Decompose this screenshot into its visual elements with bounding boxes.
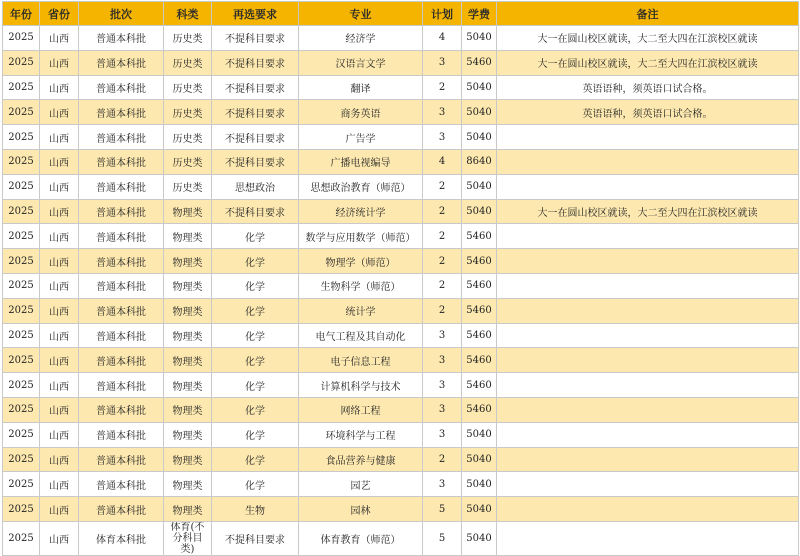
cell-remarks bbox=[497, 472, 799, 497]
cell-batch: 普通本科批 bbox=[79, 26, 164, 51]
cell-batch: 普通本科批 bbox=[79, 174, 164, 199]
cell-plan: 4 bbox=[423, 149, 462, 174]
table-row bbox=[3, 447, 799, 472]
header-category: 科类 bbox=[164, 2, 212, 26]
cell-major: 环境科学与工程 bbox=[299, 422, 423, 447]
cell-year: 2025 bbox=[3, 249, 40, 274]
cell-tuition: 5040 bbox=[462, 422, 497, 447]
cell-province: 山西 bbox=[40, 75, 79, 100]
cell-tuition: 5040 bbox=[462, 199, 497, 224]
cell-subject-requirement: 化学 bbox=[212, 397, 299, 422]
cell-year: 2025 bbox=[3, 497, 40, 522]
cell-tuition: 5460 bbox=[462, 298, 497, 323]
cell-plan: 2 bbox=[423, 174, 462, 199]
table-row bbox=[3, 497, 799, 522]
header-subject-requirement: 再选要求 bbox=[212, 2, 299, 26]
cell-major: 计算机科学与技术 bbox=[299, 373, 423, 398]
cell-plan: 3 bbox=[423, 348, 462, 373]
cell-batch: 普通本科批 bbox=[79, 100, 164, 125]
cell-province: 山西 bbox=[40, 348, 79, 373]
cell-plan: 5 bbox=[423, 521, 462, 555]
cell-year: 2025 bbox=[3, 224, 40, 249]
cell-category: 物理类 bbox=[164, 397, 212, 422]
cell-tuition: 5460 bbox=[462, 224, 497, 249]
cell-category: 历史类 bbox=[164, 100, 212, 125]
table-row bbox=[3, 100, 799, 125]
admission-plan-table bbox=[2, 1, 799, 556]
cell-province: 山西 bbox=[40, 447, 79, 472]
cell-batch: 普通本科批 bbox=[79, 75, 164, 100]
cell-tuition: 5040 bbox=[462, 497, 497, 522]
table-header-row bbox=[3, 2, 799, 26]
cell-remarks bbox=[497, 323, 799, 348]
cell-category: 物理类 bbox=[164, 373, 212, 398]
cell-plan: 2 bbox=[423, 298, 462, 323]
cell-subject-requirement: 不提科目要求 bbox=[212, 50, 299, 75]
cell-category: 物理类 bbox=[164, 422, 212, 447]
cell-major: 物理学（师范） bbox=[299, 249, 423, 274]
cell-batch: 普通本科批 bbox=[79, 199, 164, 224]
cell-tuition: 5460 bbox=[462, 397, 497, 422]
cell-year: 2025 bbox=[3, 397, 40, 422]
cell-category: 物理类 bbox=[164, 348, 212, 373]
cell-year: 2025 bbox=[3, 323, 40, 348]
cell-province: 山西 bbox=[40, 26, 79, 51]
cell-remarks bbox=[497, 348, 799, 373]
cell-major: 统计学 bbox=[299, 298, 423, 323]
cell-tuition: 5460 bbox=[462, 373, 497, 398]
table-row bbox=[3, 125, 799, 150]
cell-province: 山西 bbox=[40, 273, 79, 298]
cell-remarks bbox=[497, 125, 799, 150]
cell-year: 2025 bbox=[3, 472, 40, 497]
cell-batch: 普通本科批 bbox=[79, 497, 164, 522]
table-row bbox=[3, 298, 799, 323]
cell-category: 历史类 bbox=[164, 75, 212, 100]
cell-subject-requirement: 不提科目要求 bbox=[212, 75, 299, 100]
cell-tuition: 5040 bbox=[462, 125, 497, 150]
cell-tuition: 5040 bbox=[462, 521, 497, 555]
cell-batch: 普通本科批 bbox=[79, 472, 164, 497]
table-row bbox=[3, 273, 799, 298]
cell-subject-requirement: 化学 bbox=[212, 273, 299, 298]
cell-major: 广告学 bbox=[299, 125, 423, 150]
cell-plan: 3 bbox=[423, 472, 462, 497]
cell-tuition: 5040 bbox=[462, 472, 497, 497]
cell-remarks bbox=[497, 422, 799, 447]
cell-batch: 体育本科批 bbox=[79, 521, 164, 555]
cell-tuition: 5040 bbox=[462, 447, 497, 472]
cell-plan: 3 bbox=[423, 397, 462, 422]
cell-batch: 普通本科批 bbox=[79, 50, 164, 75]
cell-category: 物理类 bbox=[164, 472, 212, 497]
cell-tuition: 5040 bbox=[462, 100, 497, 125]
cell-remarks bbox=[497, 224, 799, 249]
cell-year: 2025 bbox=[3, 521, 40, 555]
cell-year: 2025 bbox=[3, 26, 40, 51]
cell-plan: 2 bbox=[423, 199, 462, 224]
cell-major: 园艺 bbox=[299, 472, 423, 497]
cell-remarks bbox=[497, 273, 799, 298]
cell-tuition: 5460 bbox=[462, 249, 497, 274]
cell-tuition: 5040 bbox=[462, 75, 497, 100]
cell-major: 园林 bbox=[299, 497, 423, 522]
cell-batch: 普通本科批 bbox=[79, 125, 164, 150]
cell-tuition: 5460 bbox=[462, 323, 497, 348]
cell-province: 山西 bbox=[40, 224, 79, 249]
cell-province: 山西 bbox=[40, 521, 79, 555]
cell-remarks bbox=[497, 497, 799, 522]
cell-batch: 普通本科批 bbox=[79, 422, 164, 447]
table-row bbox=[3, 199, 799, 224]
table-row bbox=[3, 472, 799, 497]
table-row bbox=[3, 249, 799, 274]
cell-remarks bbox=[497, 521, 799, 555]
header-province: 省份 bbox=[40, 2, 79, 26]
cell-subject-requirement: 不提科目要求 bbox=[212, 26, 299, 51]
cell-year: 2025 bbox=[3, 199, 40, 224]
cell-remarks bbox=[497, 397, 799, 422]
table-row bbox=[3, 373, 799, 398]
cell-major: 翻译 bbox=[299, 75, 423, 100]
cell-plan: 3 bbox=[423, 323, 462, 348]
cell-remarks: 英语语种，须英语口试合格。 bbox=[497, 100, 799, 125]
cell-year: 2025 bbox=[3, 422, 40, 447]
cell-remarks bbox=[497, 447, 799, 472]
cell-subject-requirement: 化学 bbox=[212, 298, 299, 323]
cell-category: 物理类 bbox=[164, 323, 212, 348]
cell-batch: 普通本科批 bbox=[79, 348, 164, 373]
table-row bbox=[3, 397, 799, 422]
cell-major: 食品营养与健康 bbox=[299, 447, 423, 472]
cell-tuition: 8640 bbox=[462, 149, 497, 174]
table-row bbox=[3, 26, 799, 51]
cell-subject-requirement: 思想政治 bbox=[212, 174, 299, 199]
table-row bbox=[3, 174, 799, 199]
cell-subject-requirement: 不提科目要求 bbox=[212, 521, 299, 555]
cell-remarks: 大一在圆山校区就读，大二至大四在江滨校区就读 bbox=[497, 50, 799, 75]
cell-province: 山西 bbox=[40, 149, 79, 174]
cell-year: 2025 bbox=[3, 298, 40, 323]
cell-subject-requirement: 不提科目要求 bbox=[212, 125, 299, 150]
cell-province: 山西 bbox=[40, 422, 79, 447]
cell-subject-requirement: 不提科目要求 bbox=[212, 100, 299, 125]
cell-category: 物理类 bbox=[164, 298, 212, 323]
cell-remarks bbox=[497, 249, 799, 274]
cell-category: 物理类 bbox=[164, 273, 212, 298]
cell-major: 汉语言文学 bbox=[299, 50, 423, 75]
cell-batch: 普通本科批 bbox=[79, 249, 164, 274]
cell-category: 物理类 bbox=[164, 199, 212, 224]
cell-province: 山西 bbox=[40, 249, 79, 274]
cell-subject-requirement: 化学 bbox=[212, 323, 299, 348]
table-row bbox=[3, 521, 799, 555]
cell-tuition: 5460 bbox=[462, 273, 497, 298]
cell-province: 山西 bbox=[40, 397, 79, 422]
cell-subject-requirement: 化学 bbox=[212, 224, 299, 249]
cell-year: 2025 bbox=[3, 50, 40, 75]
cell-plan: 2 bbox=[423, 273, 462, 298]
cell-tuition: 5460 bbox=[462, 50, 497, 75]
cell-province: 山西 bbox=[40, 50, 79, 75]
table-row bbox=[3, 422, 799, 447]
cell-province: 山西 bbox=[40, 472, 79, 497]
cell-subject-requirement: 化学 bbox=[212, 447, 299, 472]
cell-plan: 3 bbox=[423, 100, 462, 125]
cell-plan: 3 bbox=[423, 422, 462, 447]
cell-batch: 普通本科批 bbox=[79, 397, 164, 422]
cell-year: 2025 bbox=[3, 273, 40, 298]
cell-major: 电气工程及其自动化 bbox=[299, 323, 423, 348]
cell-category: 历史类 bbox=[164, 149, 212, 174]
cell-year: 2025 bbox=[3, 373, 40, 398]
cell-remarks: 大一在圆山校区就读，大二至大四在江滨校区就读 bbox=[497, 199, 799, 224]
cell-major: 经济学 bbox=[299, 26, 423, 51]
cell-category: 物理类 bbox=[164, 447, 212, 472]
cell-batch: 普通本科批 bbox=[79, 224, 164, 249]
cell-remarks bbox=[497, 149, 799, 174]
cell-category: 历史类 bbox=[164, 174, 212, 199]
cell-subject-requirement: 化学 bbox=[212, 249, 299, 274]
cell-category: 体育(不分科目类) bbox=[164, 521, 212, 555]
cell-subject-requirement: 生物 bbox=[212, 497, 299, 522]
table-row bbox=[3, 224, 799, 249]
cell-year: 2025 bbox=[3, 125, 40, 150]
cell-major: 商务英语 bbox=[299, 100, 423, 125]
cell-batch: 普通本科批 bbox=[79, 298, 164, 323]
cell-province: 山西 bbox=[40, 174, 79, 199]
header-tuition: 学费 bbox=[462, 2, 497, 26]
cell-batch: 普通本科批 bbox=[79, 273, 164, 298]
cell-year: 2025 bbox=[3, 174, 40, 199]
cell-remarks: 英语语种，须英语口试合格。 bbox=[497, 75, 799, 100]
cell-province: 山西 bbox=[40, 323, 79, 348]
cell-subject-requirement: 不提科目要求 bbox=[212, 149, 299, 174]
cell-subject-requirement: 不提科目要求 bbox=[212, 199, 299, 224]
cell-major: 电子信息工程 bbox=[299, 348, 423, 373]
cell-subject-requirement: 化学 bbox=[212, 373, 299, 398]
table-row bbox=[3, 50, 799, 75]
cell-category: 物理类 bbox=[164, 497, 212, 522]
cell-subject-requirement: 化学 bbox=[212, 348, 299, 373]
cell-batch: 普通本科批 bbox=[79, 323, 164, 348]
cell-remarks: 大一在圆山校区就读，大二至大四在江滨校区就读 bbox=[497, 26, 799, 51]
cell-category: 物理类 bbox=[164, 224, 212, 249]
cell-province: 山西 bbox=[40, 125, 79, 150]
cell-year: 2025 bbox=[3, 75, 40, 100]
cell-province: 山西 bbox=[40, 497, 79, 522]
cell-remarks bbox=[497, 174, 799, 199]
cell-major: 网络工程 bbox=[299, 397, 423, 422]
header-year: 年份 bbox=[3, 2, 40, 26]
cell-category: 物理类 bbox=[164, 249, 212, 274]
cell-major: 思想政治教育（师范） bbox=[299, 174, 423, 199]
cell-province: 山西 bbox=[40, 373, 79, 398]
cell-year: 2025 bbox=[3, 100, 40, 125]
cell-batch: 普通本科批 bbox=[79, 447, 164, 472]
cell-plan: 4 bbox=[423, 26, 462, 51]
cell-major: 生物科学（师范） bbox=[299, 273, 423, 298]
cell-major: 广播电视编导 bbox=[299, 149, 423, 174]
cell-batch: 普通本科批 bbox=[79, 149, 164, 174]
header-remarks: 备注 bbox=[497, 2, 799, 26]
cell-plan: 2 bbox=[423, 447, 462, 472]
table-row bbox=[3, 149, 799, 174]
cell-plan: 2 bbox=[423, 75, 462, 100]
cell-remarks bbox=[497, 373, 799, 398]
cell-category: 历史类 bbox=[164, 125, 212, 150]
cell-category: 历史类 bbox=[164, 50, 212, 75]
header-major: 专业 bbox=[299, 2, 423, 26]
header-batch: 批次 bbox=[79, 2, 164, 26]
table-row bbox=[3, 75, 799, 100]
cell-year: 2025 bbox=[3, 149, 40, 174]
cell-province: 山西 bbox=[40, 298, 79, 323]
cell-major: 体育教育（师范） bbox=[299, 521, 423, 555]
cell-remarks bbox=[497, 298, 799, 323]
cell-major: 数学与应用数学（师范） bbox=[299, 224, 423, 249]
cell-plan: 2 bbox=[423, 224, 462, 249]
cell-plan: 5 bbox=[423, 497, 462, 522]
cell-tuition: 5040 bbox=[462, 26, 497, 51]
cell-major: 经济统计学 bbox=[299, 199, 423, 224]
cell-tuition: 5460 bbox=[462, 348, 497, 373]
table-row bbox=[3, 323, 799, 348]
cell-province: 山西 bbox=[40, 100, 79, 125]
cell-subject-requirement: 化学 bbox=[212, 472, 299, 497]
cell-batch: 普通本科批 bbox=[79, 373, 164, 398]
table-body bbox=[3, 26, 799, 556]
cell-plan: 3 bbox=[423, 373, 462, 398]
cell-subject-requirement: 化学 bbox=[212, 422, 299, 447]
table-row bbox=[3, 348, 799, 373]
cell-plan: 2 bbox=[423, 249, 462, 274]
cell-year: 2025 bbox=[3, 447, 40, 472]
cell-plan: 3 bbox=[423, 50, 462, 75]
cell-year: 2025 bbox=[3, 348, 40, 373]
header-plan: 计划 bbox=[423, 2, 462, 26]
cell-tuition: 5040 bbox=[462, 174, 497, 199]
cell-province: 山西 bbox=[40, 199, 79, 224]
cell-plan: 3 bbox=[423, 125, 462, 150]
cell-category: 历史类 bbox=[164, 26, 212, 51]
